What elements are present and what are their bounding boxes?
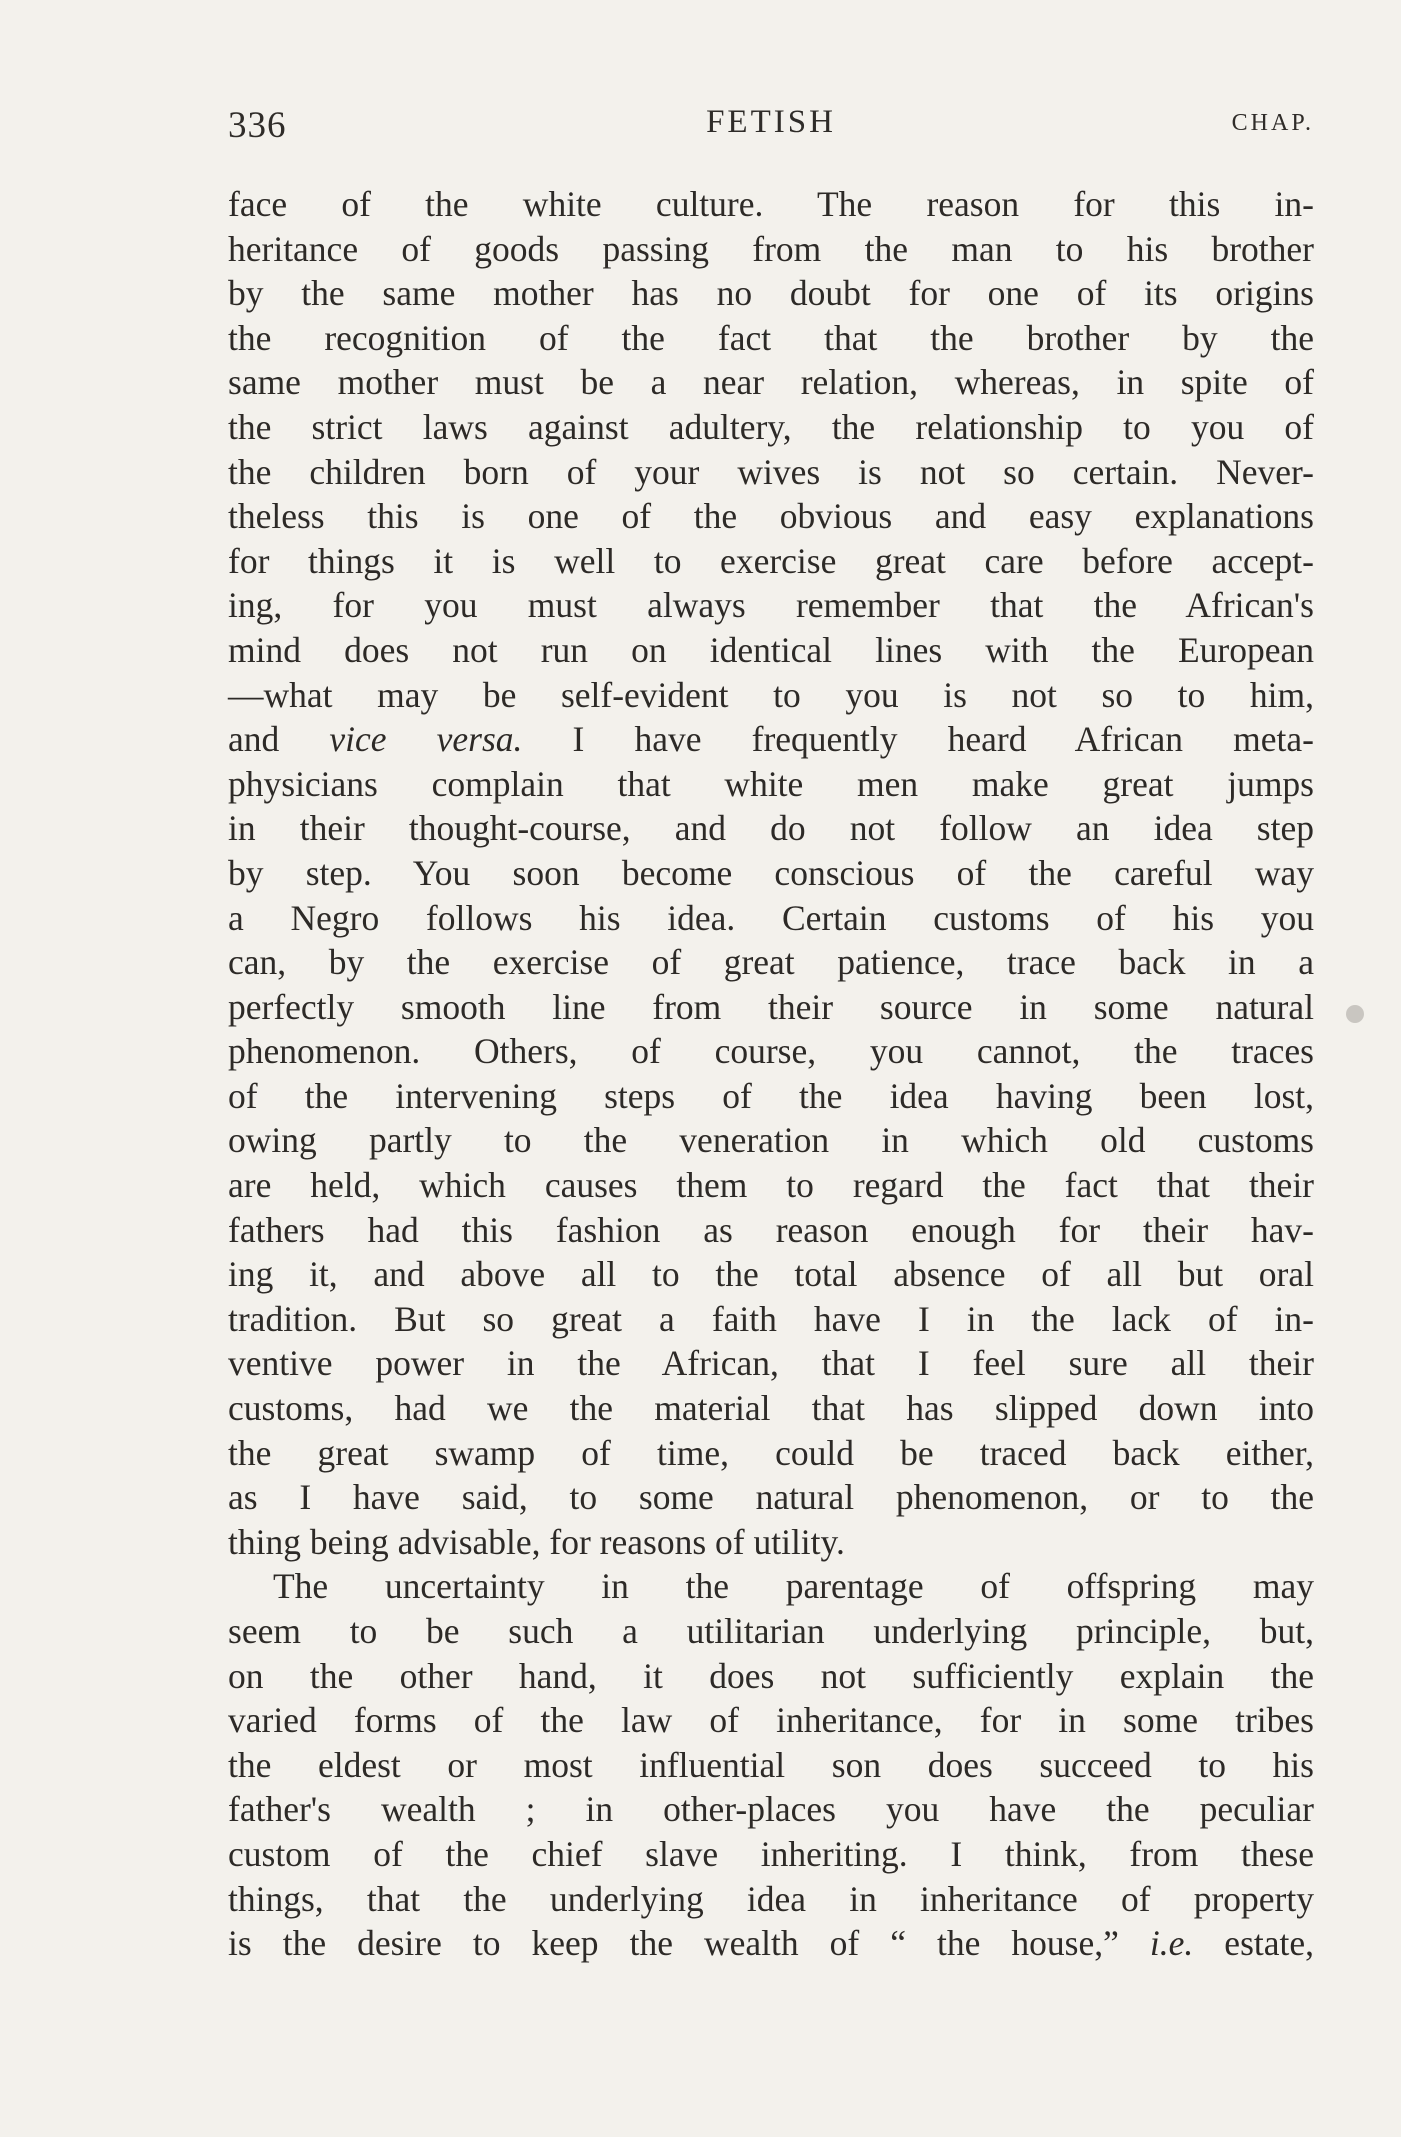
body-text bbox=[228, 182, 1314, 1966]
text-line: things, that the underlying idea in inheritance of property bbox=[228, 1878, 1314, 1919]
text-line: in their thought-course, and do not follow an idea step bbox=[228, 808, 1314, 849]
text-line: on the other hand, it does not sufficiently explain the bbox=[228, 1655, 1314, 1696]
text-line: the children born of your wives is not so certain. Never- bbox=[228, 451, 1314, 492]
text-line: by the same mother has no doubt for one of its origins bbox=[228, 273, 1314, 314]
text-line: tradition. But so great a faith have I in the lack of in- bbox=[228, 1298, 1314, 1339]
text-line: are held, which causes them to regard the fact that their bbox=[228, 1165, 1314, 1206]
text-line: owing partly to the veneration in which old customs bbox=[228, 1120, 1314, 1161]
text-line: physicians complain that white men make great jumps bbox=[228, 763, 1314, 804]
text-line: thing being advisable, for reasons of utility. bbox=[228, 1521, 845, 1562]
text-line: ing, for you must always remember that the African's bbox=[228, 585, 1314, 626]
text-line: varied forms of the law of inheritance, for in some tribes bbox=[228, 1700, 1314, 1741]
text-line: for things it is well to exercise great care before accept- bbox=[228, 540, 1314, 581]
text-line: ventive power in the African, that I feel sure all their bbox=[228, 1343, 1314, 1384]
text-segment: and bbox=[228, 719, 330, 760]
text-line: father's wealth ; in other-places you have the peculiar bbox=[228, 1789, 1314, 1830]
text-line: fathers had this fashion as reason enough for their hav- bbox=[228, 1209, 1314, 1250]
chapter-label: CHAP. bbox=[1231, 110, 1314, 136]
text-line: the strict laws against adultery, the relationship to you of bbox=[228, 406, 1314, 447]
text-line: customs, had we the material that has slipped down into bbox=[228, 1388, 1314, 1429]
text-line: the recognition of the fact that the brother by the bbox=[228, 317, 1314, 358]
text-line: face of the white culture. The reason for this in- bbox=[228, 184, 1314, 224]
text-line bbox=[228, 1921, 1314, 1966]
text-line: a Negro follows his idea. Certain customs of his you bbox=[228, 897, 1314, 938]
text-line: —what may be self-evident to you is not so to him, bbox=[228, 674, 1314, 715]
text-line: phenomenon. Others, of course, you cannot, the traces bbox=[228, 1031, 1314, 1072]
page-header bbox=[228, 104, 1314, 148]
text-line: the eldest or most influential son does succeed to his bbox=[228, 1744, 1314, 1785]
text-line: ing it, and above all to the total absence of all but oral bbox=[228, 1254, 1314, 1295]
text-line: perfectly smooth line from their source in some natural bbox=[228, 986, 1314, 1027]
text-line: by step. You soon become conscious of the careful way bbox=[228, 852, 1314, 893]
text-segment: I have frequently heard African meta- bbox=[522, 719, 1314, 760]
page-speck bbox=[1346, 1005, 1364, 1023]
text-line: theless this is one of the obvious and easy explanations bbox=[228, 496, 1314, 537]
text-line: heritance of goods passing from the man to his brother bbox=[228, 228, 1314, 269]
italic-segment: i.e. bbox=[1149, 1923, 1194, 1964]
text-line: as I have said, to some natural phenomenon, or to the bbox=[228, 1477, 1314, 1518]
text-line: same mother must be a near relation, whereas, in spite of bbox=[228, 362, 1314, 403]
text-line: of the intervening steps of the idea having been lost, bbox=[228, 1075, 1314, 1116]
text-line: The uncertainty in the parentage of offspring may bbox=[273, 1566, 1314, 1607]
text-line: custom of the chief slave inheriting. I think, from these bbox=[228, 1833, 1314, 1874]
italic-segment: vice versa. bbox=[329, 719, 523, 760]
text-line bbox=[228, 717, 1314, 762]
text-line: the great swamp of time, could be traced back either, bbox=[228, 1432, 1314, 1473]
text-line: can, by the exercise of great patience, trace back in a bbox=[228, 942, 1314, 983]
text-segment: is the desire to keep the wealth of “ the house,” bbox=[228, 1923, 1150, 1964]
page-number: 336 bbox=[228, 105, 287, 146]
running-title: FETISH bbox=[706, 104, 836, 140]
text-line: mind does not run on identical lines with the European bbox=[228, 629, 1314, 670]
text-line: seem to be such a utilitarian underlying principle, but, bbox=[228, 1611, 1314, 1651]
text-segment: estate, bbox=[1193, 1923, 1314, 1964]
